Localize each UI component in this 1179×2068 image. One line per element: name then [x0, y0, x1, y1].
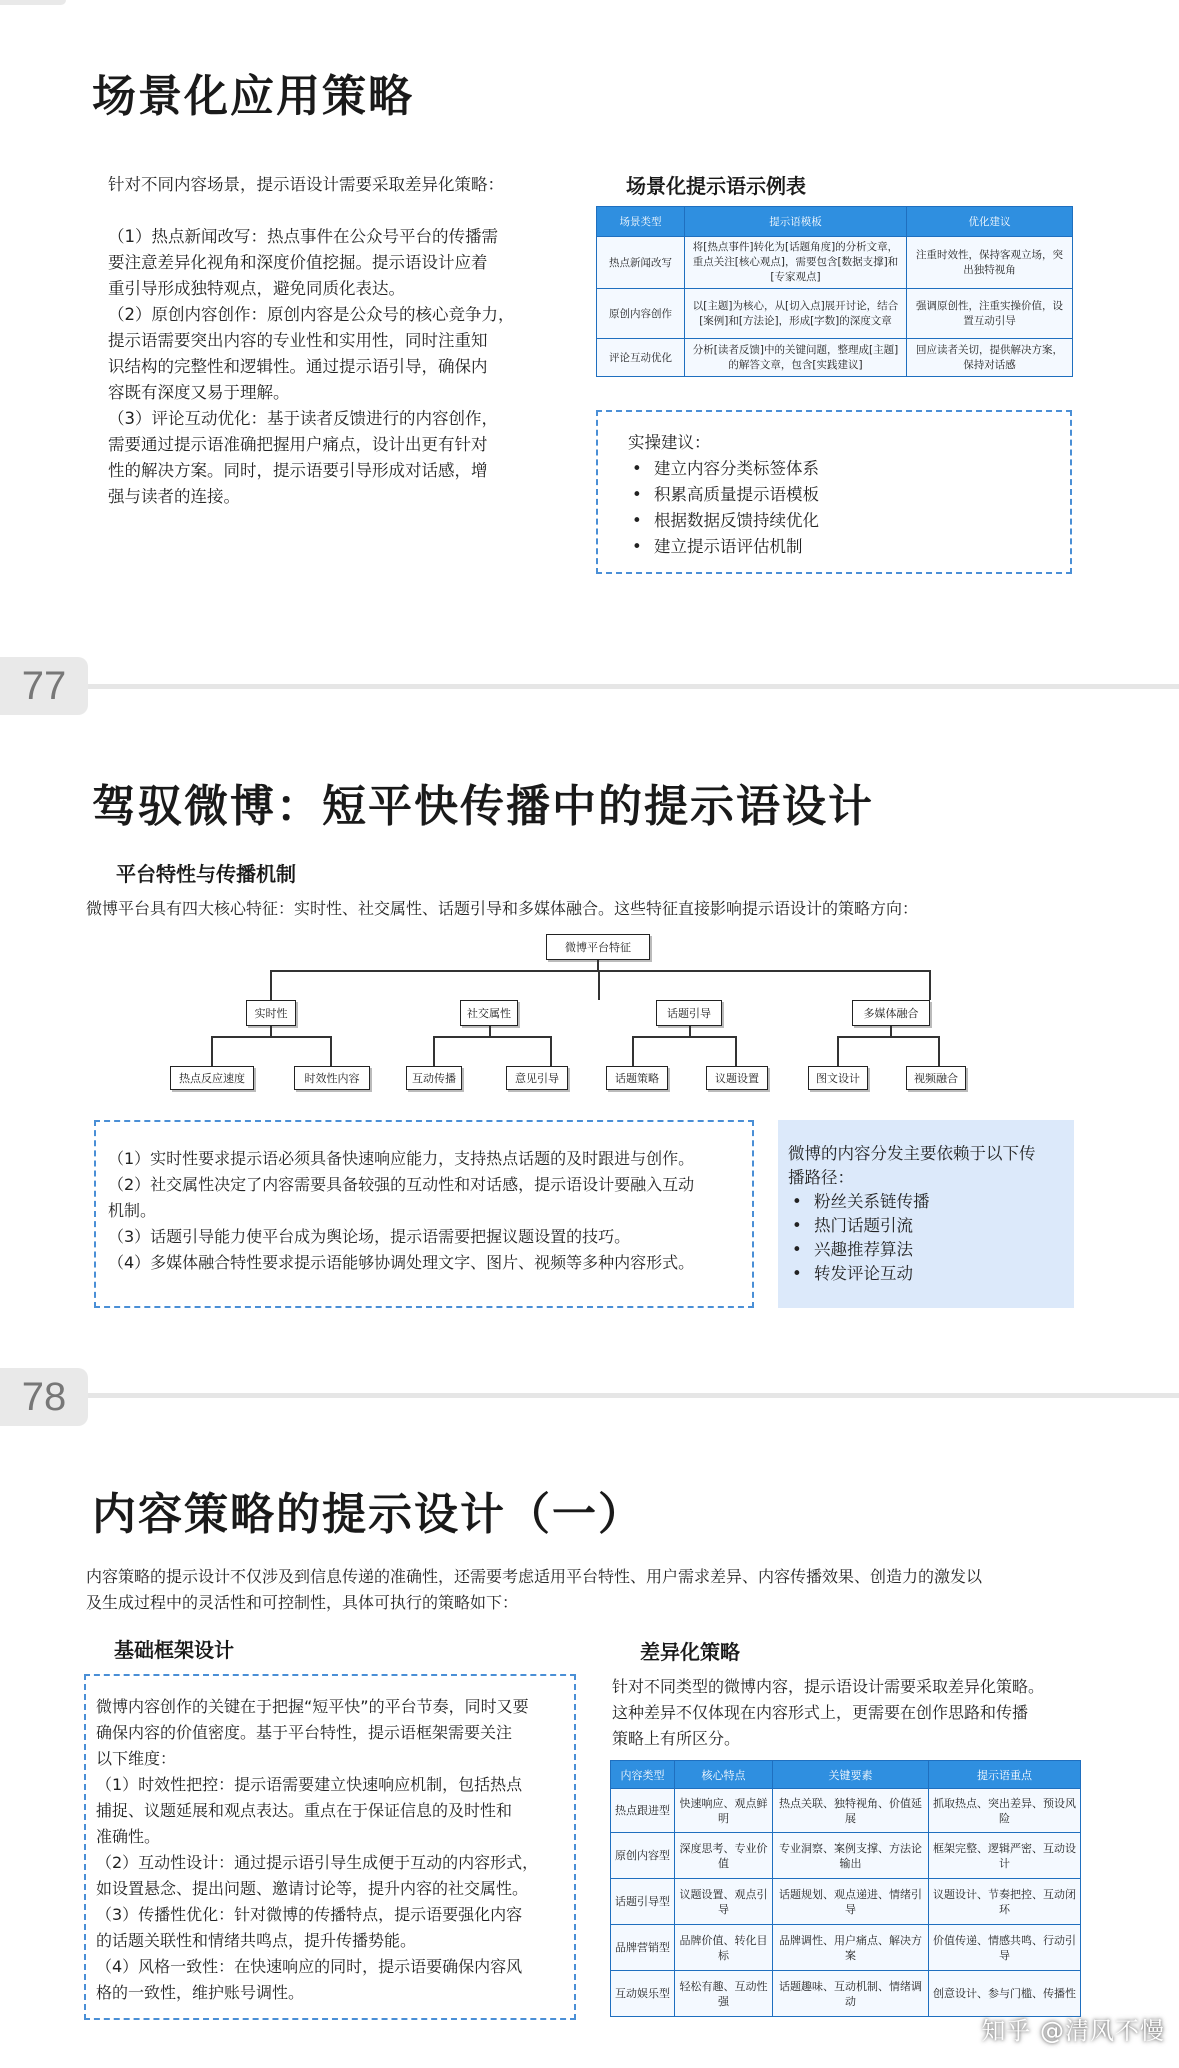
table-row: 原创内容创作 以[主题]为核心，从[切入点]展开讨论，结合[案例]和[方法论]，形成[字数]的深度文章 强调原创性，注重实操价值，设置互动引导	[597, 289, 1073, 339]
section-intro: 针对不同内容场景，提示语设计需要采取差异化策略：	[108, 175, 504, 194]
tree-leaf: 意见引导	[506, 1066, 568, 1090]
tree-leaf: 话题策略	[606, 1066, 668, 1090]
table-row: 热点新闻改写 将[热点事件]转化为[话题角度]的分析文章，重点关注[核心观点]，需要包含[数据支撑]和[专家观点] 注重时效性，保持客观立场，突出独特视角	[597, 237, 1073, 289]
page-intro: 微博平台具有四大核心特征：实时性、社交属性、话题引导和多媒体融合。这些特征直接影响提示语设计的策略方向：	[86, 899, 919, 918]
list-item: • 建立提示语评估机制	[628, 534, 1040, 560]
table-title: 场景化提示语示例表	[626, 174, 806, 198]
content-type-table	[610, 1760, 1081, 2017]
strategy-intro: 针对不同类型的微博内容，提示语设计需要采取差异化策略。 这种差异不仅体现在内容形式上，更需要在创作思路和传播 策略上有所区分。	[612, 1677, 1045, 1748]
distribution-box	[778, 1120, 1074, 1308]
tree-root-node: 微博平台特征	[546, 934, 650, 960]
tree-leaf: 视频融合	[906, 1066, 966, 1090]
list-item: • 根据数据反馈持续优化	[628, 508, 1040, 534]
list-item: • 粉丝关系链传播	[788, 1190, 1064, 1214]
tree-node-topic: 话题引导	[656, 1000, 722, 1026]
section-title: 场景化应用策略	[92, 71, 414, 122]
tree-node-multimedia: 多媒体融合	[852, 1000, 930, 1026]
tree-leaf: 时效性内容	[294, 1066, 370, 1090]
table-header: 核心特点	[675, 1761, 773, 1789]
table-row: 品牌营销型 品牌价值、转化目标 品牌调性、用户痛点、解决方案 价值传递、情感共鸣、行动引导	[611, 1925, 1081, 1971]
characteristics-box: （1）实时性要求提示语必须具备快速响应能力，支持热点话题的及时跟进与创作。 （2）社交属性决定了内容需要具备较强的互动性和对话感，提示语设计要融入互动 机制。 （3）话题引导能力使平台成为舆论场，提示语需要把握议题设置的技巧。 （4）多媒体融合特性要求提示语能够协调处理文字、图片、视频等多种内容形式。	[94, 1120, 754, 1308]
table-header: 关键要素	[773, 1761, 929, 1789]
section-paragraphs: （1）热点新闻改写：热点事件在公众号平台的传播需 要注意差异化视角和深度价值挖掘。提示语设计应着 重引导形成独特观点，避免同质化表达。 （2）原创内容创作：原创内容是公众号的核心竞争力， 提示语需要突出内容的专业性和实用性，同时注重知 识结构的完整性和逻辑性。通过提示语引导，确保内 容既有深度又易于理解。 （3）评论互动优化：基于读者反馈进行的内容创作， 需要通过提示语准确把握用户痛点，设计出更有针对 性的解决方案。同时，提示语要引导形成对话感，增 强与读者的连接。	[108, 227, 515, 506]
page-divider	[88, 1393, 1179, 1398]
page-number-tab: 78	[0, 1368, 88, 1426]
page-title: 驾驭微博：短平快传播中的提示语设计	[92, 781, 874, 832]
subsection-title-left: 基础框架设计	[114, 1638, 234, 1662]
list-item: • 积累高质量提示语模板	[628, 482, 1040, 508]
table-row: 话题引导型 议题设置、观点引导 话题规划、观点递进、情绪引导 议题设计、节奏把控、互动闭环	[611, 1879, 1081, 1925]
list-item: • 兴趣推荐算法	[788, 1238, 1064, 1262]
table-row: 互动娱乐型 轻松有趣、互动性强 话题趣味、互动机制、情绪调动 创意设计、参与门槛、传播性	[611, 1971, 1081, 2017]
table-row: 原创内容型 深度思考、专业价值 专业洞察、案例支撑、方法论输出 框架完整、逻辑严密、互动设计	[611, 1833, 1081, 1879]
watermark: 知乎 @清风不慢	[981, 2017, 1165, 2045]
table-row: 热点跟进型 快速响应、观点鲜明 热点关联、独特视角、价值延展 抓取热点、突出差异、预设风险	[611, 1789, 1081, 1833]
tree-leaf: 图文设计	[808, 1066, 868, 1090]
page-title: 内容策略的提示设计（一）	[92, 1489, 644, 1540]
page-number-tab: 77	[0, 657, 88, 715]
tree-leaf: 议题设置	[706, 1066, 768, 1090]
list-item: • 转发评论互动	[788, 1262, 1064, 1286]
list-item: • 建立内容分类标签体系	[628, 456, 1040, 482]
subsection-title: 平台特性与传播机制	[116, 862, 296, 886]
tips-title: 实操建议：	[628, 433, 711, 452]
page-divider	[88, 684, 1179, 689]
tree-node-realtime: 实时性	[246, 1000, 296, 1026]
tree-node-social: 社交属性	[460, 1000, 518, 1026]
subsection-title-right: 差异化策略	[640, 1640, 740, 1664]
scenario-table	[596, 206, 1073, 377]
list-item: • 热门话题引流	[788, 1214, 1064, 1238]
tips-box	[596, 410, 1072, 574]
page-intro: 内容策略的提示设计不仅涉及到信息传递的准确性，还需要考虑适用平台特性、用户需求差异、内容传播效果、创造力的激发以 及生成过程中的灵活性和可控制性，具体可执行的策略如下：	[86, 1567, 983, 1612]
tree-leaf: 互动传播	[406, 1066, 462, 1090]
previous-page-tab-fragment	[0, 0, 66, 5]
table-header: 提示语模板	[685, 207, 907, 237]
table-row: 评论互动优化 分析[读者反馈]中的关键问题，整理成[主题]的解答文章，包含[实践建议] 回应读者关切，提供解决方案，保持对话感	[597, 339, 1073, 377]
framework-box: 微博内容创作的关键在于把握“短平快”的平台节奏，同时又要 确保内容的价值密度。基于平台特性，提示语框架需要关注 以下维度： （1）时效性把控：提示语需要建立快速响应机制，包括热点 捕捉、议题延展和观点表达。重点在于保证信息的及时性和 准确性。 （2）互动性设计：通过提示语引导生成便于互动的内容形式， 如设置悬念、提出问题、邀请讨论等，提升内容的社交属性。 （3）传播性优化：针对微博的传播特点，提示语要强化内容 的话题关联性和情绪共鸣点，提升传播势能。 （4）风格一致性：在快速响应的同时，提示语要确保内容风 格的一致性，维护账号调性。	[84, 1674, 576, 2020]
table-header: 场景类型	[597, 207, 685, 237]
table-header: 内容类型	[611, 1761, 675, 1789]
tree-leaf: 热点反应速度	[170, 1066, 254, 1090]
table-header: 提示语重点	[929, 1761, 1081, 1789]
distribution-title: 微博的内容分发主要依赖于以下传 播路径：	[788, 1144, 1036, 1187]
table-header: 优化建议	[907, 207, 1073, 237]
